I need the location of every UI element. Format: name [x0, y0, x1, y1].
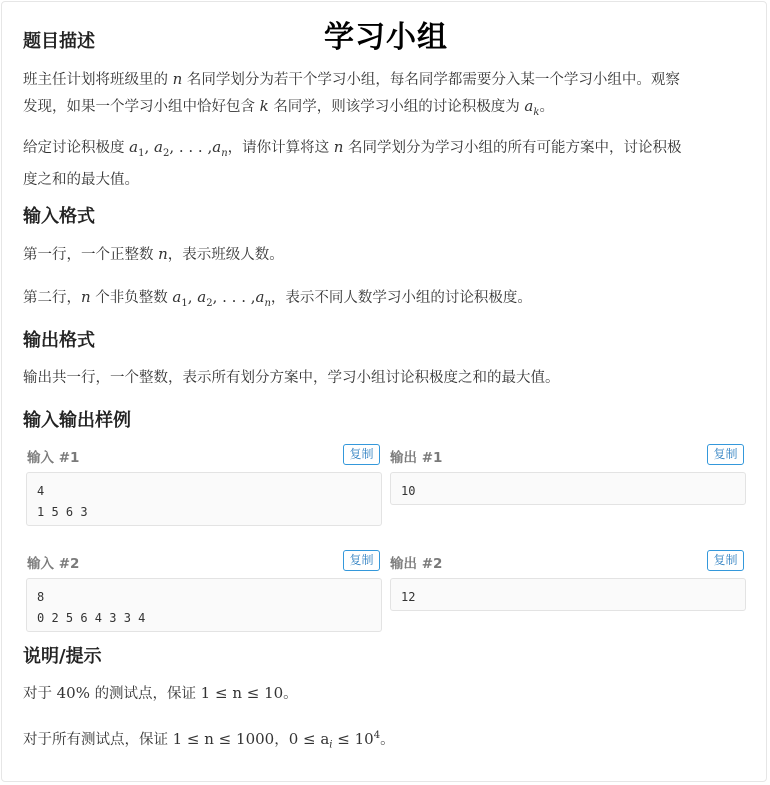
sample-input-2-label: 输入 #2 — [27, 556, 80, 572]
math-dots: , . . . , — [169, 138, 213, 156]
text-span: ，请你计算将这 — [227, 140, 330, 156]
math-sub: 2 — [162, 147, 170, 159]
math-n: n — [158, 245, 168, 263]
text-span: 个非负整数 — [95, 290, 168, 306]
description-paragraph-1 — [23, 66, 751, 126]
sample-input-1: 4 1 5 6 3 — [26, 472, 382, 526]
text-span: 。 — [380, 731, 395, 748]
math-range: 1 ≤ n ≤ 1000 — [172, 729, 275, 748]
text-span: 班主任计划将班级里的 — [23, 72, 168, 88]
math-a: a — [255, 288, 265, 306]
math-sub: k — [533, 106, 540, 118]
text-span: ，表示班级人数。 — [167, 247, 284, 263]
math-a: a — [197, 288, 207, 306]
output-format-line-1: 输出共一行，一个整数，表示所有划分方案中，学习小组讨论积极度之和的最大值。 — [23, 370, 560, 386]
sample-output-2: 12 — [390, 578, 746, 611]
math-range: 1 ≤ n ≤ 10 — [200, 684, 284, 702]
math-n: n — [81, 288, 91, 306]
section-title-samples: 输入输出样例 — [23, 410, 131, 431]
hint-line-1 — [23, 680, 751, 707]
text-span: ， — [274, 731, 289, 748]
math-n: n — [172, 70, 183, 88]
math-sup: 4 — [373, 730, 381, 741]
text-span: 给定讨论积极度 — [23, 140, 125, 156]
math-a: a — [172, 288, 182, 306]
math-a: a — [129, 138, 139, 156]
math-a: a — [524, 97, 534, 115]
text-span: 发现，如果一个学习小组中恰好包含 — [23, 99, 255, 115]
input-format-line-1 — [23, 241, 751, 268]
copy-output-2-button[interactable]: 复制 — [707, 550, 744, 571]
text-span: 名同学划分为若干个学习小组，每名同学都需要分入某一个学习小组中。观察 — [186, 72, 680, 88]
math-k: k — [259, 97, 269, 115]
math-dots: , . . . , — [212, 288, 256, 306]
math-sub: 2 — [206, 297, 213, 309]
math-percent: 40% — [56, 684, 90, 702]
text-span: 。 — [539, 99, 554, 115]
sample-input-2: 8 0 2 5 6 4 3 3 4 — [26, 578, 382, 632]
sample-output-2-label: 输出 #2 — [390, 556, 443, 572]
copy-input-1-button[interactable]: 复制 — [343, 444, 380, 465]
copy-output-1-button[interactable]: 复制 — [707, 444, 744, 465]
math-sub: 1 — [138, 147, 145, 159]
text-span: 第二行， — [23, 290, 81, 306]
section-title-description: 题目描述 — [23, 31, 95, 52]
text-span: 第一行，一个正整数 — [23, 247, 154, 263]
math-comma: , — [144, 138, 154, 156]
sample-input-1-label: 输入 #1 — [27, 450, 80, 466]
page-title: 学习小组 — [324, 20, 448, 55]
text-span: 度之和的最大值。 — [23, 171, 139, 188]
math-sub: n — [264, 297, 271, 309]
text-span: 名同学划分为学习小组的所有可能方案中，讨论积极 — [348, 140, 682, 156]
math-n: n — [333, 138, 344, 156]
math-a: a — [212, 138, 222, 156]
math-sub: 1 — [181, 297, 188, 309]
sample-output-1-label: 输出 #1 — [390, 450, 443, 466]
math-sub: n — [221, 147, 228, 159]
math-comma: , — [187, 288, 198, 306]
text-span: ，表示不同人数学习小组的讨论积极度。 — [270, 290, 532, 306]
text-span: 的测试点，保证 — [94, 686, 197, 702]
math-a: a — [153, 138, 163, 156]
input-format-line-2 — [23, 284, 751, 317]
math-sub: i — [329, 739, 333, 751]
problem-card — [1, 1, 767, 782]
math-range: ≤ 10 — [332, 729, 374, 748]
section-title-output-format: 输出格式 — [23, 330, 95, 351]
section-title-hints: 说明/提示 — [23, 646, 102, 667]
hint-line-2 — [23, 723, 751, 759]
sample-output-1: 10 — [390, 472, 746, 505]
text-span: 对于所有测试点，保证 — [23, 731, 168, 748]
section-title-input-format: 输入格式 — [23, 206, 95, 227]
text-span: 名同学，则该学习小组的讨论积极度为 — [273, 99, 520, 115]
text-span: 对于 — [23, 686, 52, 702]
description-paragraph-2 — [23, 134, 751, 193]
copy-input-2-button[interactable]: 复制 — [343, 550, 380, 571]
text-span: 。 — [283, 686, 298, 702]
math-range: 0 ≤ a — [288, 729, 330, 748]
